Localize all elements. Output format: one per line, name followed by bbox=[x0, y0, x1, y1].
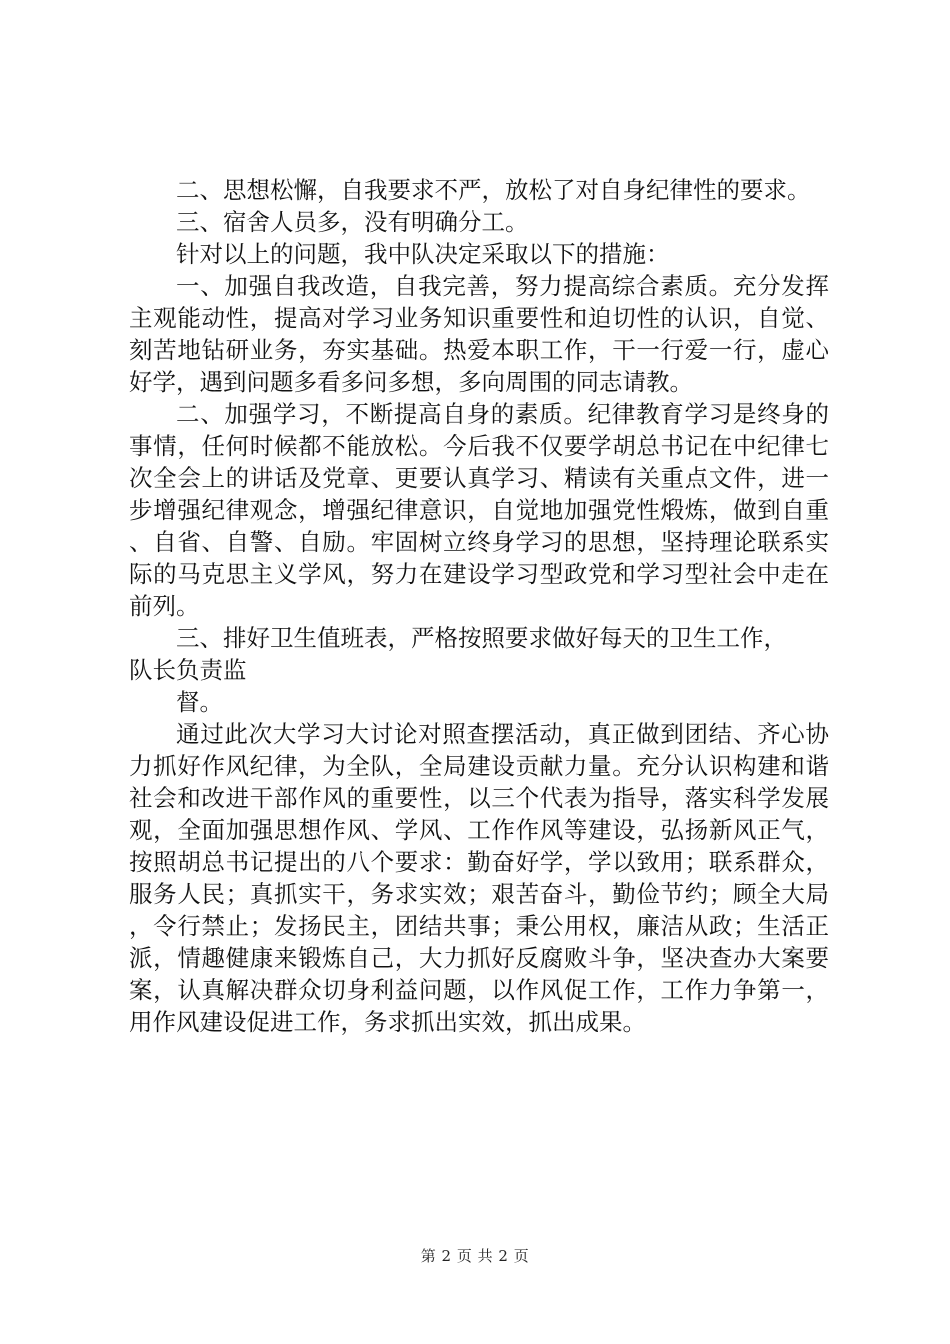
paragraph-conclusion: 通过此次大学习大讨论对照查摆活动，真正做到团结、齐心协力抓好作风纪律，为全队，全局建设贡献力量。充分认识构建和谐社会和改进干部作风的重要性，以三个代表为指导，落实科学发展观，全面加强思想作风、学风、工作作风等建设，弘扬新风正气，按照胡总书记提出的八个要求：勤奋好学，学以致用；联系群众，服务人民；真抓实干，务求实效；艰苦奋斗，勤俭节约；顾全大局，令行禁止；发扬民主，团结共事；秉公用权，廉洁从政；生活正派，情趣健康来锻炼自己，大力抓好反腐败斗争，坚决查办大案要案，认真解决群众切身利益问题，以作风促工作，工作力争第一，用作风建设促进工作，务求抓出实效，抓出成果。 bbox=[129, 720, 829, 1036]
paragraph-problem-3: 三、宿舍人员多，没有明确分工。 bbox=[176, 208, 529, 236]
page-number-footer: 第 2 页 共 2 页 bbox=[420, 1247, 530, 1265]
document-body bbox=[129, 174, 829, 1038]
paragraph-measure-3: 三、排好卫生值班表，严格按照要求做好每天的卫生工作， bbox=[176, 624, 787, 652]
paragraph-measure-2: 二、加强学习，不断提高自身的素质。纪律教育学习是终身的事情，任何时候都不能放松。今后我不仅要学胡总书记在中纪律七次全会上的讲话及党章、更要认真学习、精读有关重点文件，进一步增强纪律观念，增强纪律意识，自觉地加强党性煅炼，做到自重、自省、自警、自励。牢固树立终身学习的思想，坚持理论联系实际的马克思主义学风，努力在建设学习型政党和学习型社会中走在前列。 bbox=[129, 400, 829, 620]
paragraph-measure-3-continued: 队长负责监 bbox=[129, 656, 247, 684]
paragraph-problem-2: 二、思想松懈，自我要求不严，放松了对自身纪律性的要求。 bbox=[176, 176, 811, 204]
paragraph-measures-intro: 针对以上的问题，我中队决定采取以下的措施： bbox=[176, 240, 670, 268]
paragraph-measure-1: 一、加强自我改造，自我完善，努力提高综合素质。充分发挥主观能动性，提高对学习业务知识重要性和迫切性的认识，自觉、刻苦地钻研业务，夯实基础。热爱本职工作，干一行爱一行，虚心好学，遇到问题多看多问多想，多向周围的同志请教。 bbox=[129, 272, 829, 396]
paragraph-measure-3-end: 督。 bbox=[176, 688, 223, 716]
